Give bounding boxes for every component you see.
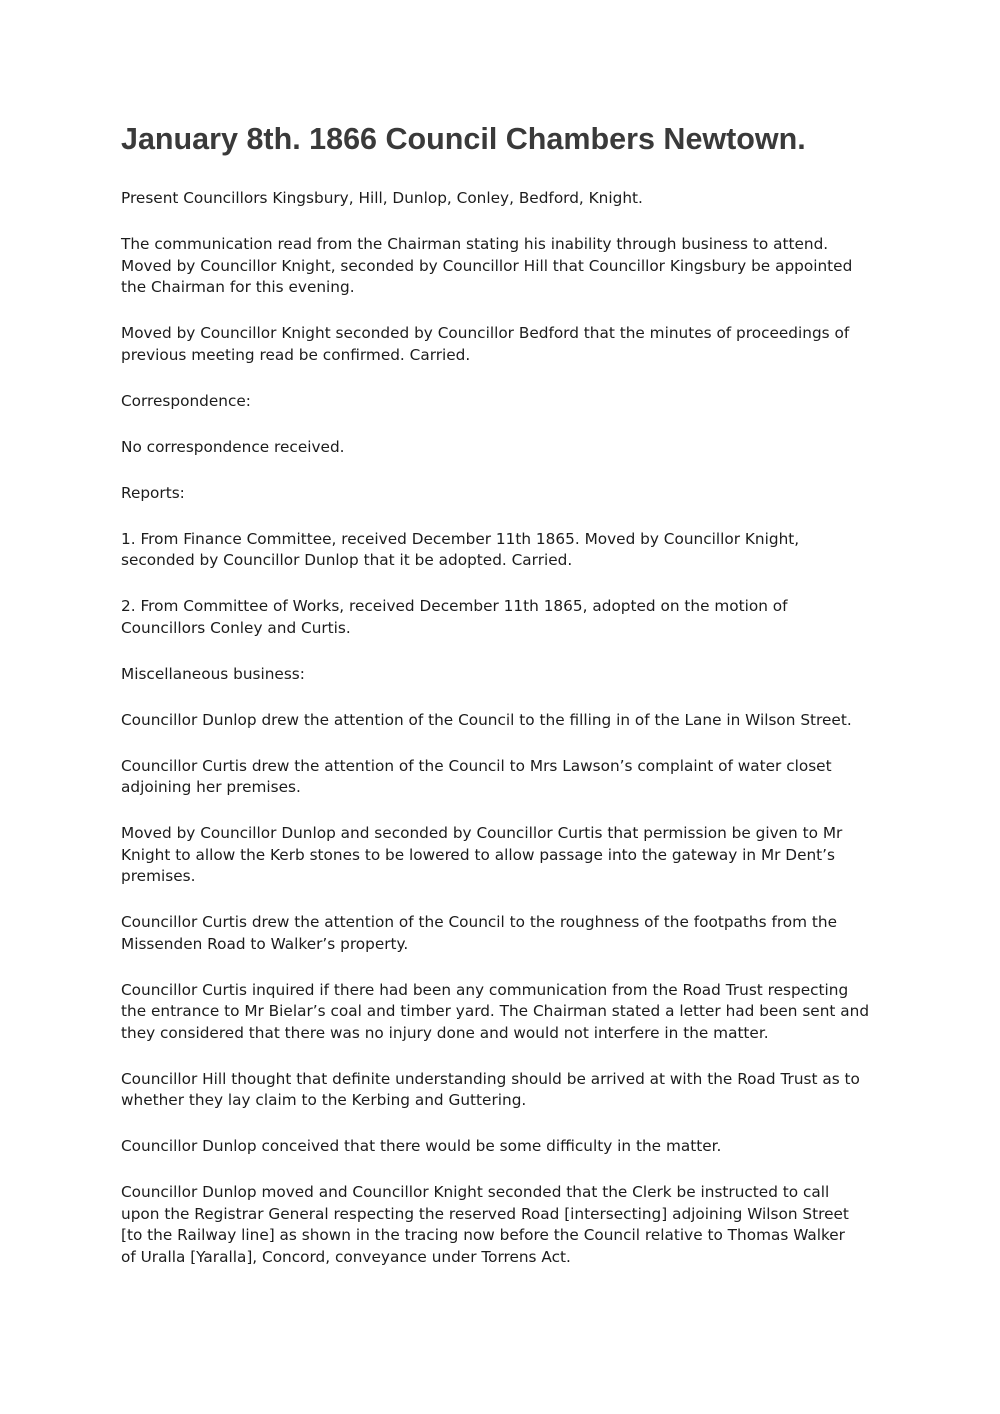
paragraph-line: The communication read from the Chairman stating his inability through business to attend. [121, 235, 829, 253]
paragraph-line: Missenden Road to Walker’s property. [121, 934, 409, 953]
paragraph-line: Present Councillors Kingsbury, Hill, Dunlop, Conley, Bedford, Knight. [121, 189, 643, 207]
paragraph-line: premises. [121, 867, 196, 885]
paragraph-line: the Chairman for this evening. [121, 278, 355, 296]
paragraph [121, 1136, 891, 1158]
paragraph-line: Councillor Dunlop moved and Councillor Knight seconded that the Clerk be instructed to call [121, 1183, 830, 1201]
paragraph-line: No correspondence received. [121, 437, 345, 456]
paragraph [121, 664, 891, 686]
paragraph-line: Councillor Curtis drew the attention of the Council to the roughness of the footpaths from the [121, 913, 838, 931]
paragraph-line: adjoining her premises. [121, 778, 301, 796]
paragraph-line: seconded by Councillor Dunlop that it be adopted. Carried. [121, 551, 573, 569]
paragraph [121, 756, 891, 799]
paragraph-line: Knight to allow the Kerb stones to be lowered to allow passage into the gateway in Mr Dent’s [121, 845, 836, 864]
paragraph-line: Moved by Councillor Knight seconded by Councillor Bedford that the minutes of proceedings of [121, 324, 850, 342]
paragraph-line: the entrance to Mr Bielar’s coal and timber yard. The Chairman stated a letter had been sent and [121, 1002, 870, 1020]
paragraph-line: [to the Railway line] as shown in the tracing now before the Council relative to Thomas Walker [121, 1226, 845, 1244]
paragraph [121, 437, 891, 459]
paragraph [121, 710, 891, 732]
paragraph-line: Councillor Curtis inquired if there had been any communication from the Road Trust respecting [121, 980, 849, 999]
paragraph [121, 323, 891, 366]
paragraph-line: 2. From Committee of Works, received December 11th 1865, adopted on the motion of [121, 597, 788, 615]
paragraph-line: of Uralla [Yaralla], Concord, conveyance under Torrens Act. [121, 1247, 571, 1266]
paragraph [121, 391, 891, 413]
paragraph [121, 529, 891, 572]
paragraph-line: upon the Registrar General respecting the reserved Road [intersecting] adjoining Wilson Street [121, 1204, 849, 1223]
document-title: January 8th. 1866 Council Chambers Newtown. [121, 122, 806, 156]
paragraph-line: Correspondence: [121, 391, 251, 410]
paragraph [121, 1182, 891, 1268]
paragraph-line: Moved by Councillor Knight, seconded by Councillor Hill that Councillor Kingsbury be appointed [121, 256, 853, 275]
paragraph-line: previous meeting read be confirmed. Carried. [121, 345, 471, 364]
paragraph-line: Reports: [121, 483, 185, 502]
paragraph-line: Miscellaneous business: [121, 664, 305, 683]
paragraph-line: whether they lay claim to the Kerbing and Guttering. [121, 1091, 527, 1109]
paragraph-line: 1. From Finance Committee, received December 11th 1865. Moved by Councillor Knight, [121, 529, 800, 548]
paragraph [121, 483, 891, 505]
paragraph [121, 823, 891, 888]
paragraph [121, 1069, 891, 1112]
paragraph-line: Councillor Dunlop conceived that there would be some difficulty in the matter. [121, 1137, 722, 1155]
paragraph [121, 596, 891, 639]
paragraph-line: Councillor Hill thought that definite understanding should be arrived at with the Road Trust as to [121, 1069, 860, 1088]
paragraph-line: Moved by Councillor Dunlop and seconded by Councillor Curtis that permission be given to Mr [121, 824, 843, 842]
paragraph [121, 188, 891, 210]
paragraph-line: Councillor Curtis drew the attention of the Council to Mrs Lawson’s complaint of water closet [121, 756, 832, 775]
document-page [121, 118, 891, 1293]
paragraph [121, 234, 891, 299]
document-body [121, 188, 891, 1268]
paragraph [121, 980, 891, 1045]
paragraph-line: Councillors Conley and Curtis. [121, 618, 351, 637]
paragraph-line: they considered that there was no injury done and would not interfere in the matter. [121, 1023, 769, 1042]
paragraph [121, 912, 891, 955]
paragraph-line: Councillor Dunlop drew the attention of the Council to the filling in of the Lane in Wilson Street. [121, 710, 852, 729]
